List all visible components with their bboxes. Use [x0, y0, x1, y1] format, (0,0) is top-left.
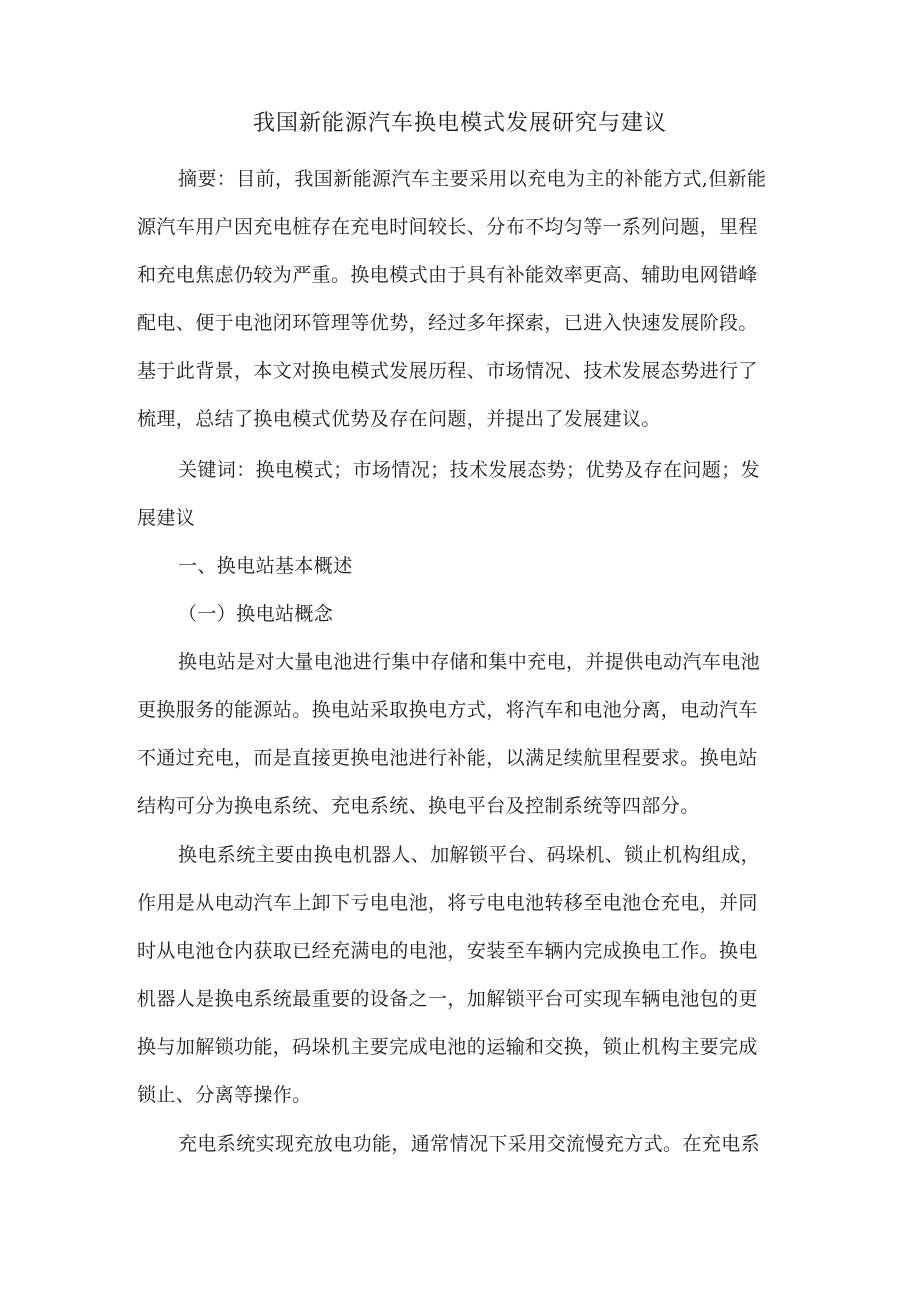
paragraph-line: 结构可分为换电系统、充电系统、换电平台及控制系统等四部分。 — [137, 795, 700, 817]
paragraph-line: 换电系统主要由换电机器人、加解锁平台、码垛机、锁止机构组成， — [178, 844, 761, 866]
paragraph-line: 不通过充电，而是直接更换电池进行补能，以满足续航里程要求。换电站 — [137, 747, 758, 769]
paragraph-line: 锁止、分离等操作。 — [137, 1084, 312, 1106]
section-heading: 一、换电站基本概述 — [178, 555, 353, 577]
abstract-line: 源汽车用户因充电桩存在充电时间较长、分布不均匀等一系列问题，里程 — [137, 216, 758, 238]
keywords-line: 展建议 — [137, 507, 196, 529]
paragraph-line: 机器人是换电系统最重要的设备之一，加解锁平台可实现车辆电池包的更 — [137, 988, 758, 1010]
paragraph-line: 时从电池仓内获取已经充满电的电池，安装至车辆内完成换电工作。换电 — [137, 940, 758, 962]
paragraph-line: 换电站是对大量电池进行集中存储和集中充电，并提供电动汽车电池 — [178, 651, 761, 673]
subsection-heading: （一）换电站概念 — [178, 603, 334, 625]
keywords-line: 关键词：换电模式；市场情况；技术发展态势；优势及存在问题；发 — [178, 459, 761, 481]
paragraph-line: 更换服务的能源站。换电站采取换电方式，将汽车和电池分离，电动汽车 — [137, 699, 758, 721]
abstract-line: 摘要：目前，我国新能源汽车主要采用以充电为主的补能方式,但新能 — [178, 168, 767, 190]
abstract-line: 配电、便于电池闭环管理等优势，经过多年探索，已进入快速发展阶段。 — [137, 312, 758, 334]
abstract-line: 基于此背景，本文对换电模式发展历程、市场情况、技术发展态势进行了 — [137, 360, 758, 382]
document-title: 我国新能源汽车换电模式发展研究与建议 — [252, 111, 667, 136]
paragraph-line: 充电系统实现充放电功能，通常情况下采用交流慢充方式。在充电系 — [178, 1133, 761, 1155]
abstract-line: 和充电焦虑仍较为严重。换电模式由于具有补能效率更高、辅助电网错峰 — [137, 264, 758, 286]
paragraph-line: 换与加解锁功能，码垛机主要完成电池的运输和交换，锁止机构主要完成 — [137, 1036, 758, 1058]
abstract-line: 梳理，总结了换电模式优势及存在问题，并提出了发展建议。 — [137, 408, 661, 430]
paragraph-line: 作用是从电动汽车上卸下亏电电池，将亏电电池转移至电池仓充电，并同 — [137, 892, 758, 914]
